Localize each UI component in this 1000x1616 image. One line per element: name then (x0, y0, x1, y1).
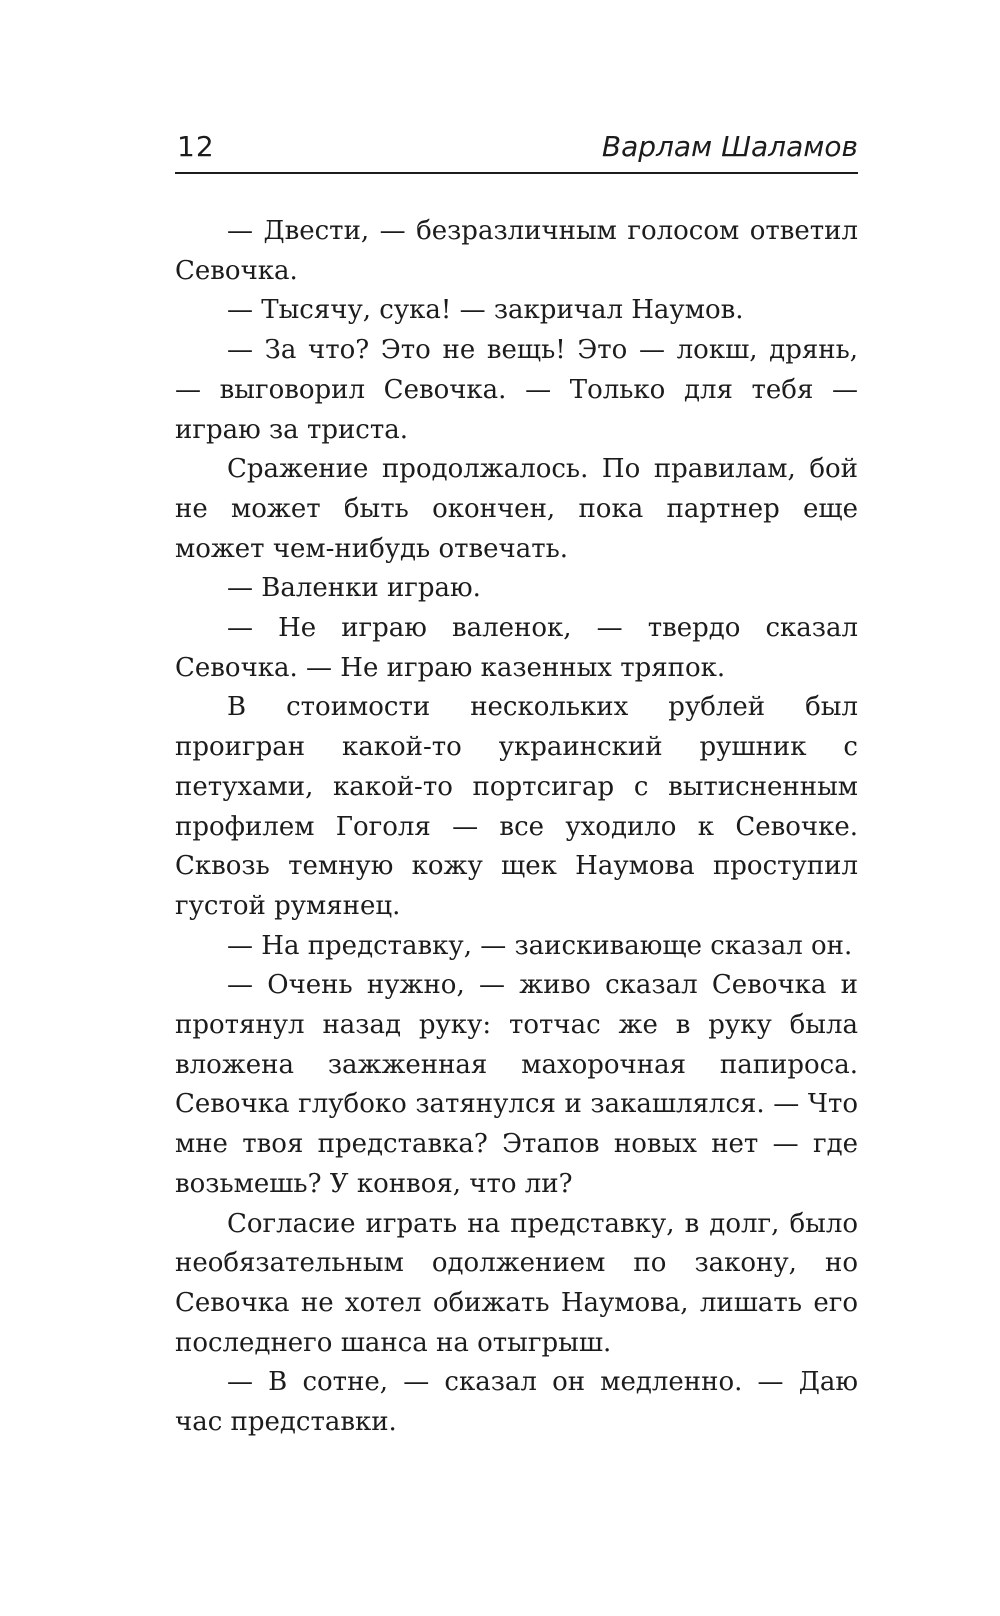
paragraph: — Очень нужно, — живо сказал Севочка и протянул назад руку: тотчас же в руку была вложена зажженная махорочная папироса. Севочка глубоко затянулся и закашлялся. — Что мне твоя представка? Этапов новых нет — где возьмешь? У конвоя, что ли? (175, 970, 858, 1199)
paragraph: Согласие играть на представку, в долг, было необязательным одолжением по закону, но Севочка не хотел обижать Наумова, лишать его последнего шанса на отыгрыш. (175, 1208, 858, 1358)
paragraph: В стоимости нескольких рублей был проигран какой-то украинский рушник с петухами, какой-то портсигар с вытисненным профилем Гоголя — все уходило к Севочке. Сквозь темную кожу щек Наумова проступил густой румянец. (175, 692, 858, 921)
paragraph: — Двести, — безразличным голосом ответил Севочка. (175, 216, 858, 286)
paragraph: — Тысячу, сука! — закричал Наумов. (227, 295, 744, 326)
running-header (175, 128, 858, 174)
page-number: 12 (177, 130, 215, 163)
paragraph: Сражение продолжалось. По правилам, бой не может быть окончен, пока партнер еще может чем-нибудь отвечать. (175, 454, 858, 564)
book-page (175, 128, 858, 1443)
paragraph: — На представку, — заискивающе сказал он. (227, 930, 853, 961)
paragraph: — Валенки играю. (227, 573, 481, 604)
body-text (175, 212, 858, 1443)
paragraph: — Не играю валенок, — твердо сказал Севочка. — Не играю казенных тряпок. (175, 613, 858, 683)
paragraph: — За что? Это не вещь! Это — локш, дрянь, — выговорил Севочка. — Только для тебя — играю за триста. (175, 335, 858, 445)
running-title-author: Варлам Шаламов (601, 130, 858, 163)
paragraph: — В сотне, — сказал он медленно. — Даю час представки. (175, 1367, 858, 1438)
